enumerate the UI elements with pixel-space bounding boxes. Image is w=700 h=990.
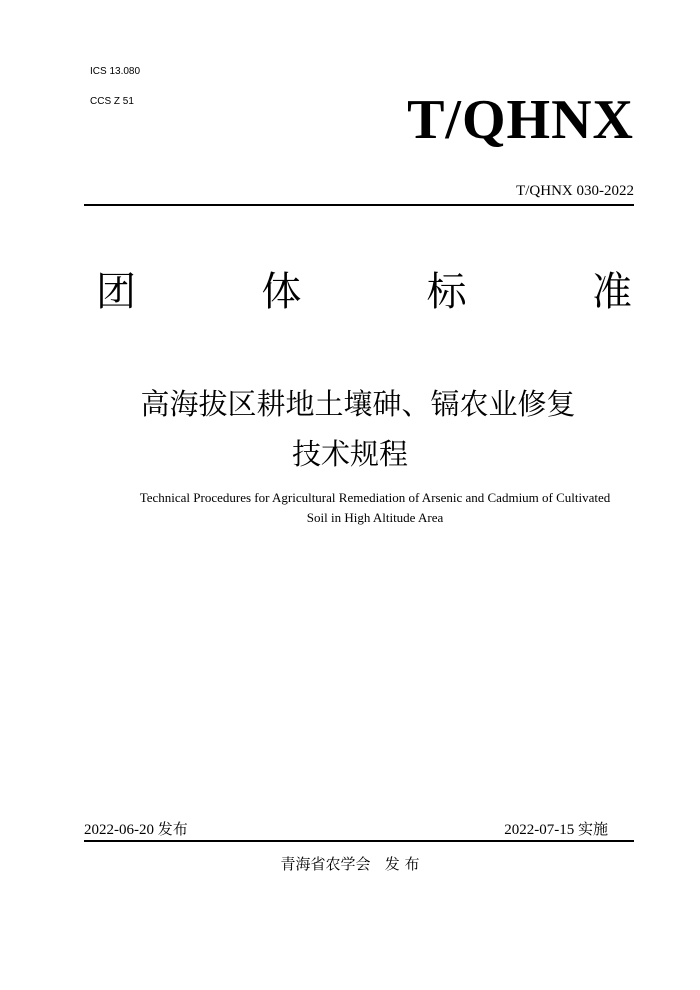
publish-word: 发 布	[384, 855, 420, 873]
effective-date: 2022-07-15 实施	[504, 822, 608, 838]
publisher-name: 青海省农学会	[280, 855, 371, 873]
bottom-divider	[84, 840, 634, 842]
document-number: T/QHNX 030-2022	[516, 183, 634, 199]
publish-date: 2022-06-20 发布	[84, 822, 188, 838]
standard-logo: T/QHNX	[407, 89, 634, 151]
chinese-title-line2: 技术规程	[291, 437, 408, 471]
standard-type-char: 体	[261, 269, 302, 315]
ccs-code: CCS Z 51	[90, 96, 134, 107]
standard-type-char: 标	[426, 269, 467, 315]
standard-type-char: 团	[96, 269, 136, 315]
ics-code: ICS 13.080	[90, 66, 141, 77]
standard-type-char: 准	[591, 269, 632, 315]
standard-type-heading	[96, 269, 632, 315]
english-title	[110, 488, 640, 528]
chinese-title-line1: 高海拔区耕地土壤砷、镉农业修复	[140, 387, 576, 421]
publisher-line	[0, 853, 700, 874]
top-divider	[84, 204, 634, 206]
english-title-line2: Soil in High Altitude Area	[306, 510, 444, 525]
english-title-line1: Technical Procedures for Agricultural Remediation of Arsenic and Cadmium of Cultivated	[139, 490, 611, 505]
